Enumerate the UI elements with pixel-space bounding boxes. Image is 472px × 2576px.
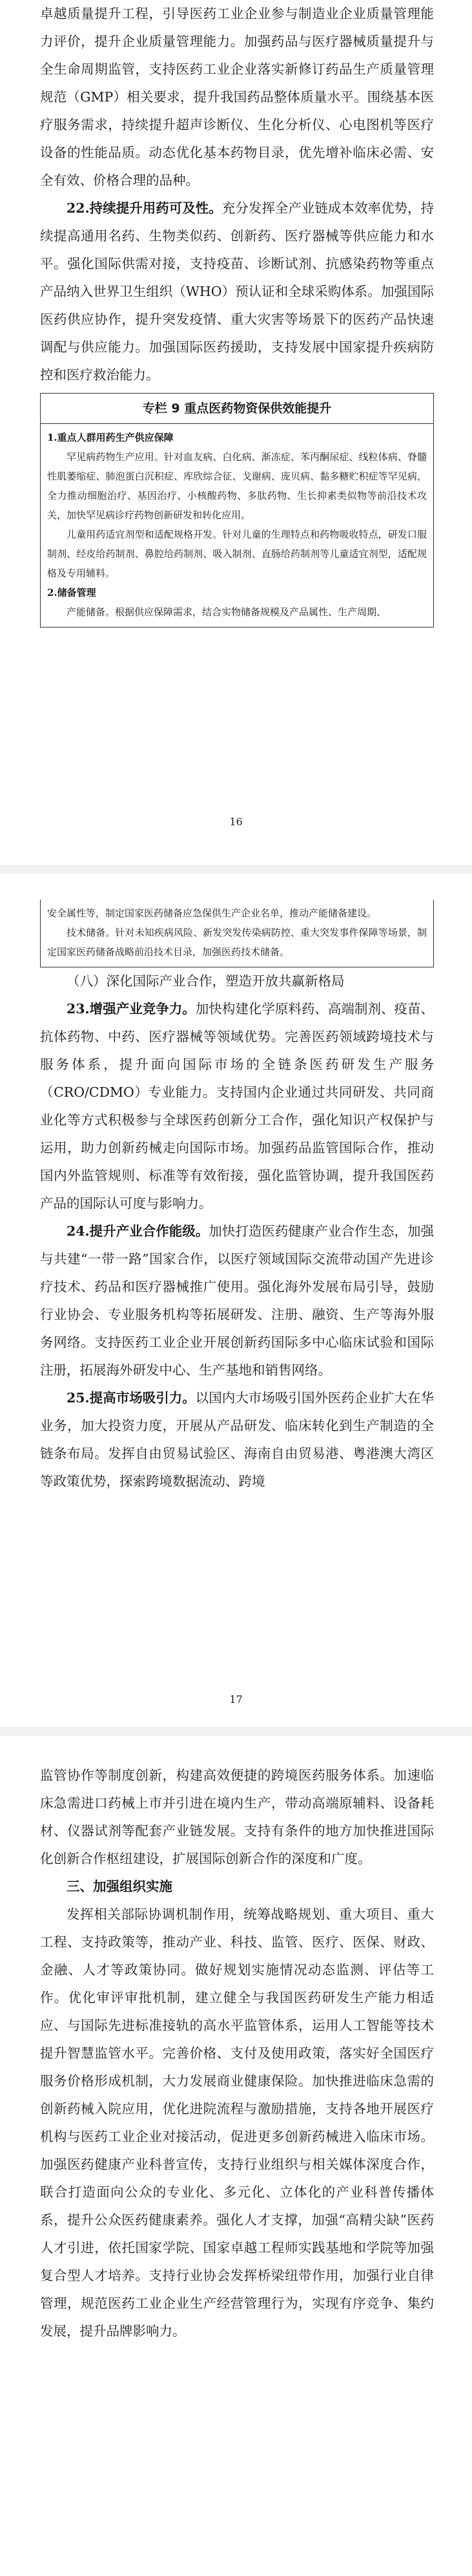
page-number-16: 16 [229,816,243,828]
column-box-continued-body [41,900,433,967]
paragraph-quality-improvement: 卓越质量提升工程，引导医药工业企业参与制造业企业质量管理能力评价，提升企业质量管理能力。加强药品与医疗器械质量提升与全生命周期监管，支持医药工业企业落实新修订药品生产质量管理规范（GMP）相关要求，提升我国药品整体质量水平。围绕基本医疗服务需求，持续提升超声诊断仪、生化分析仪、心电图机等医疗设备的性能品质。动态优化基本药物目录，优先增补临床必需、安全有效、价格合理的品种。 [40,6,434,188]
box-item-2-body: 产能储备。根据供应保障需求，结合实物储备规模及产品属性、生产周期、 [67,606,387,618]
document-page-18 [0,1736,472,2576]
paragraph-item-22 [40,195,434,389]
column-box-9-continued [40,900,434,967]
subsection-heading-8: （八）深化国际产业合作，塑造开放共赢新格局 [67,973,345,989]
item-22-body: 充分发挥全产业链成本效率优势，持续提高通用名药、生物类似药、创新药、医疗器械等供应能力和水平。强化国际供需对接，支持疫苗、诊断试剂、抗感染药物等重点产品纳入世界卫生组织（WHO）预认证和全球采购体系。加强国际医药供应协作，提升突发疫情、重大灾害等场景下的医药产品快速调配与供应能力。加强国际医药援助，支持发展中国家提升疾病防控和医疗救治能力。 [40,200,435,383]
column-box-title: 专栏 9 重点医药物资保供效能提升 [41,394,433,424]
item-25-body: 以国内大市场吸引国外医药企业扩大在华业务，加大投资力度，开展从产品研发、临床转化到生产制造的全链条布局。发挥自由贸易试验区、海南自由贸易港、粤港澳大湾区等政策优势，探索跨境数据流动、跨境 [40,1390,434,1489]
paragraph-item-23 [40,995,434,1218]
box-item-1-body: 罕见病药物生产应用。针对血友病、白化病、渐冻症、苯丙酮尿症、线粒体病、脊髓性肌萎缩症、肺泡蛋白沉积症、库欣综合征、戈谢病、庞贝病、黏多糖贮积症等罕见病，全力推动细胞治疗、基因治疗、小核酸药物、多肽药物、生长抑素类似物等前沿技术攻关，加快罕见病诊疗药物创新研发和转化应用。 [47,451,427,521]
section-heading-3: 三、加强组织实施 [67,1879,172,1894]
document-page-17 [0,874,472,1727]
column-box-9 [40,393,434,628]
page-17-content [40,900,434,1495]
box-item-1-body-2: 儿童用药适宜剂型和适配规格开发。针对儿童的生理特点和药物吸收特点，研发口服制剂、经皮给药制剂、鼻腔给药制剂、吸入制剂、直肠给药制剂等儿童适宜剂型，适配规格及专用辅料。 [47,529,427,579]
item-25-title: 25.提高市场吸引力。 [67,1390,196,1406]
item-23-body: 加快构建化学原料药、高端制剂、疫苗、抗体药物、中药、医疗器械等领域优势。完善医药领域跨境技术与服务体系，提升面向国际市场的全链条医药研发生产服务（CRO/CDMO）专业能力。支持国内企业通过共同研发、共同商业化等方式积极参与全球医药创新分工合作，强化知识产权保护与运用，助力创新药械走向国际市场。加强药品监管国际合作，推动国内外监管规则、标准等有效衔接，强化监管协调，提升我国医药产品的国际认可度与影响力。 [40,1001,434,1211]
paragraph-item-24 [40,1218,434,1384]
box-item-2-body-cont: 安全属性等，制定国家医药储备应急保供生产企业名单，推动产能储备建设。 [47,907,377,919]
paragraph-item-25 [40,1384,434,1495]
page-number-17: 17 [229,1693,243,1705]
item-22-title: 22.持续提升用药可及性。 [67,200,222,216]
item-24-body: 加快打造医药健康产业合作生态，加强与共建“一带一路”国家合作，以医疗领域国际交流带动国产先进诊疗技术、药品和医疗器械推广使用。强化海外发展布局引导，鼓励行业协会、专业服务机构等拓展研发、注册、融资、生产等海外服务网络。支持医药工业企业开展创新药国际多中心临床试验和国际注册，拓展海外研发中心、生产基地和销售网络。 [40,1223,434,1378]
paragraph-cross-border: 监管协作等制度创新，构建高效便捷的跨境医药服务体系。加速临床急需进口药械上市并引进在境内生产，带动高端原辅料、设备耗材、仪器试剂等配套产业链发展。支持有条件的地方加快推进国际化创新合作枢纽建设，扩展国际创新合作的深度和广度。 [40,1768,434,1866]
box-item-2-tech-reserve: 技术储备。针对未知疾病风险、新发突发传染病防控、重大突发事件保障等场景，制定国家医药储备战略前沿技术目录，加强医药技术储备。 [47,927,427,958]
page-18-content [40,1762,434,2345]
item-24-title: 24.提升产业合作能级。 [67,1223,209,1239]
item-23-title: 23.增强产业竞争力。 [67,1001,196,1017]
column-box-body [41,424,433,627]
page-16-content [40,0,434,628]
paragraph-implementation: 发挥相关部际协调机制作用，统筹战略规划、重大项目、重大工程、支持政策等，推动产业、科技、监管、医疗、医保、财政、金融、人才等政策协同。做好规划实施情况动态监测、评估等工作。优化审评审批机制，建立健全与我国医药研发生产能力相适应、与国际先进标准接轨的高水平监管体系，运用人工智能等技术提升智慧监管水平。完善价格、支付及使用政策，落实好全国医疗服务价格形成机制，大力发展商业健康保险。加快推进临床急需的创新药械入院应用，优化进院流程与激励措施，支持各地开展医疗机构与医药工业企业对接活动，促进更多创新药械进入临床市场。加强医药健康产业科普宣传，支持行业组织与相关媒体深度合作，联合打造面向公众的专业化、多元化、立体化的产业科普传播体系，提升公众医药健康素养。强化人才支撑，加强“高精尖缺”医药人才引进，依托国家学院、国家卓越工程师实践基地和学院等加强复合型人才培养。支持行业协会发挥桥梁纽带作用，加强行业自律管理，规范医药工业企业生产经营管理行为，实现有序竞争、集约发展，提升品牌影响力。 [40,1906,434,2339]
box-item-2-title: 2.储备管理 [47,587,96,598]
document-page-16 [0,0,472,865]
box-item-1-title: 1.重点人群用药生产供应保障 [47,432,174,443]
